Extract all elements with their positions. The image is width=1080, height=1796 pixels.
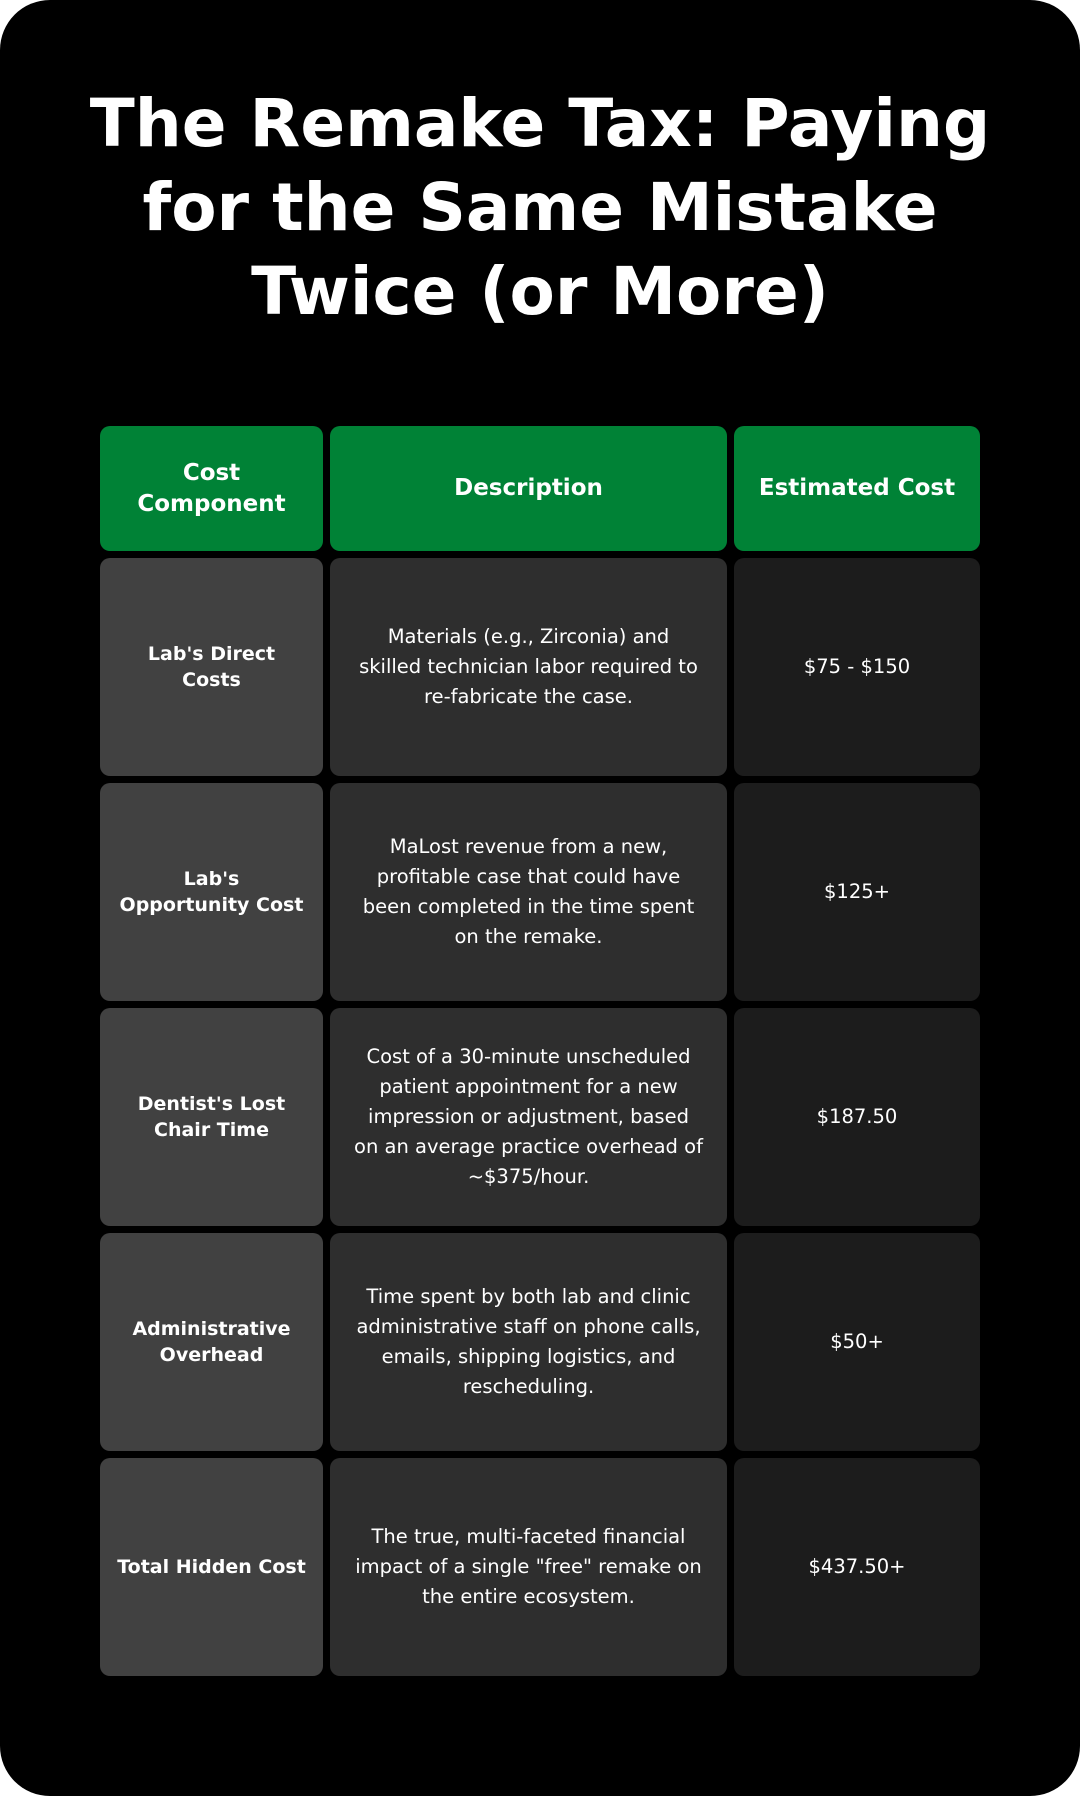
estimated-cost-cell: $50+ (734, 1233, 980, 1451)
cost-table (100, 426, 980, 1676)
description-cell: Time spent by both lab and clinic administrative staff on phone calls, emails, shipping logistics, and rescheduling. (330, 1233, 727, 1451)
header-cost-component: Cost Component (100, 426, 323, 551)
header-description: Description (330, 426, 727, 551)
description-cell: MaLost revenue from a new, profitable case that could have been completed in the time spent on the remake. (330, 783, 727, 1001)
page-title: The Remake Tax: Paying for the Same Mistake Twice (or More) (89, 85, 991, 330)
cost-component-cell: Administrative Overhead (100, 1233, 323, 1451)
description-cell: Cost of a 30-minute unscheduled patient appointment for a new impression or adjustment, based on an average practice overhead of ~$375/hour. (330, 1008, 727, 1226)
cost-component-cell: Total Hidden Cost (100, 1458, 323, 1676)
estimated-cost-cell: $125+ (734, 783, 980, 1001)
cost-component-cell: Lab's Opportunity Cost (100, 783, 323, 1001)
description-cell: Materials (e.g., Zirconia) and skilled technician labor required to re-fabricate the case. (330, 558, 727, 776)
estimated-cost-cell: $437.50+ (734, 1458, 980, 1676)
header-estimated-cost: Estimated Cost (734, 426, 980, 551)
cost-component-cell: Dentist's Lost Chair Time (100, 1008, 323, 1226)
description-cell: The true, multi-faceted financial impact of a single "free" remake on the entire ecosystem. (330, 1458, 727, 1676)
cost-component-cell: Lab's Direct Costs (100, 558, 323, 776)
estimated-cost-cell: $75 - $150 (734, 558, 980, 776)
estimated-cost-cell: $187.50 (734, 1008, 980, 1226)
